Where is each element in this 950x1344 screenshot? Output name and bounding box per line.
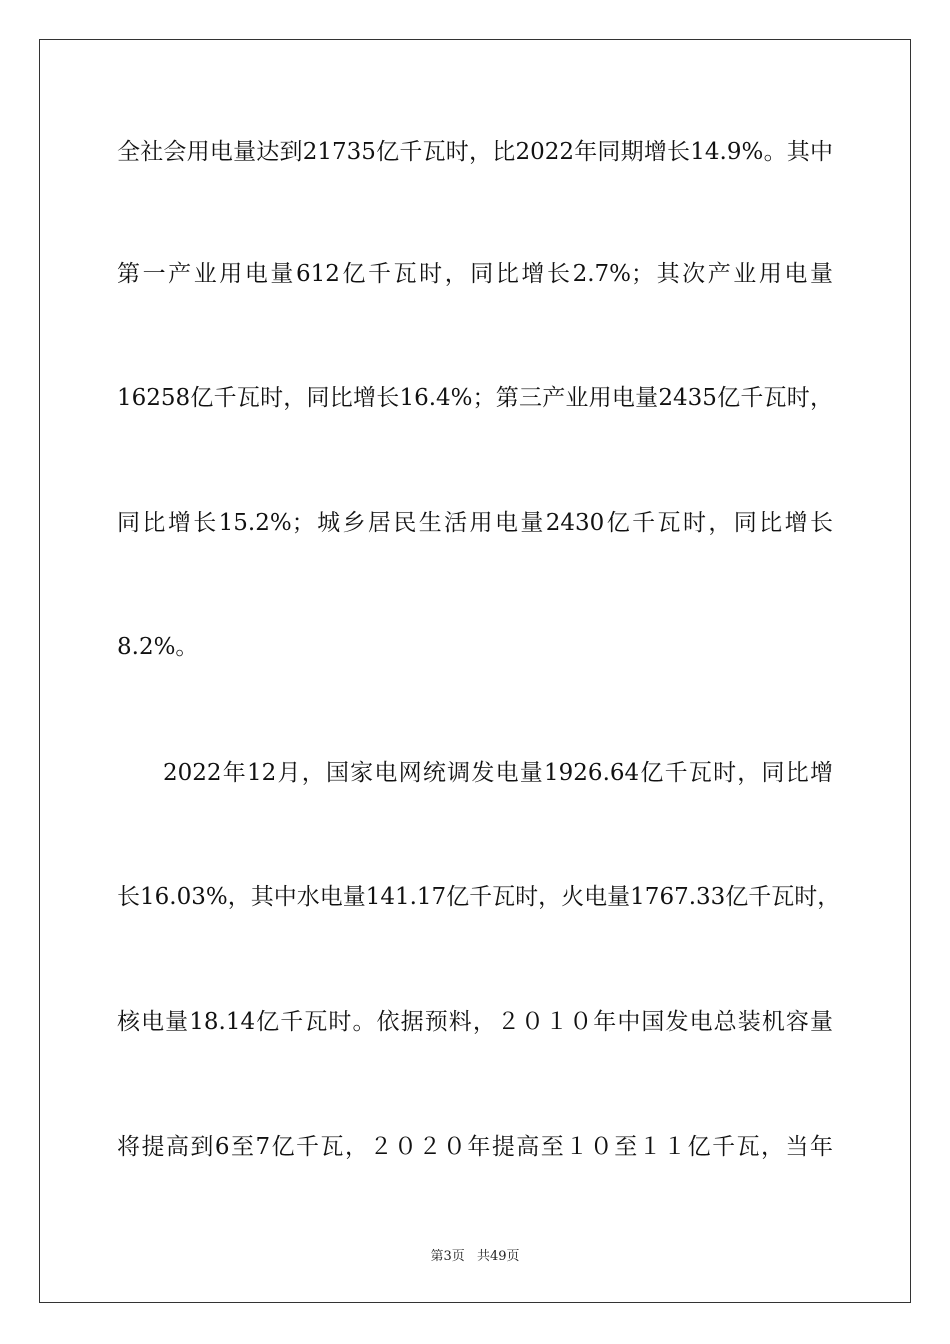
- text-line: 长16.03%，其中水电量141.17亿千瓦时，火电量1767.33亿千瓦时，: [117, 884, 841, 910]
- text-line: 将提高到6至7亿千瓦，２０２０年提高至１０至１１亿千瓦，当年: [117, 1134, 833, 1160]
- page-total: 共49页: [476, 1249, 520, 1264]
- page-number: 第3页: [430, 1249, 465, 1264]
- text-line: 16258亿千瓦时，同比增长16.4%；第三产业用电量2435亿千瓦时，: [117, 385, 833, 411]
- page-border: [39, 39, 911, 1303]
- text-line: 核电量18.14亿千瓦时。依据预料，２０１０年中国发电总装机容量: [117, 1009, 833, 1035]
- text-line: 8.2%。: [117, 634, 199, 660]
- text-line: 2022年12月，国家电网统调发电量1926.64亿千瓦时，同比增: [163, 760, 833, 786]
- text-line: 第一产业用电量612亿千瓦时，同比增长2.7%；其次产业用电量: [117, 261, 833, 287]
- text-line: 同比增长15.2%；城乡居民生活用电量2430亿千瓦时，同比增长: [117, 510, 833, 536]
- page-footer: [0, 1248, 950, 1266]
- text-line: 全社会用电量达到21735亿千瓦时，比2022年同期增长14.9%。其中: [117, 139, 833, 165]
